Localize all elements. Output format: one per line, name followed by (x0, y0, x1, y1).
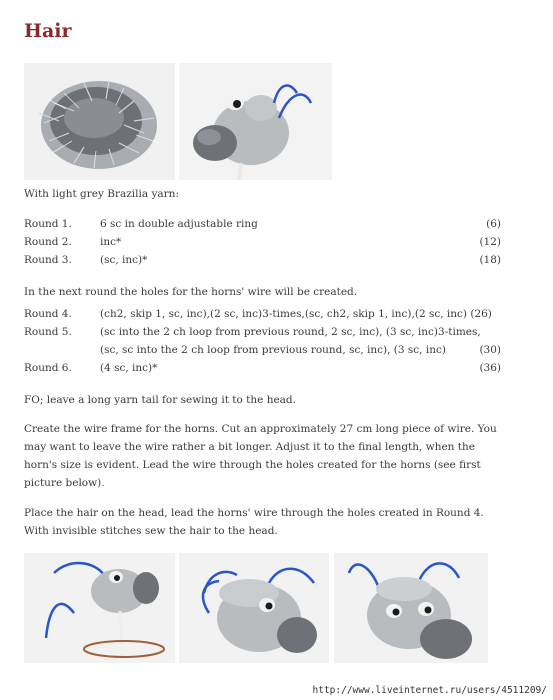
fluffy-hair-illustration (24, 63, 175, 180)
round5-stitch-count: (30) (479, 344, 501, 356)
round-label: Round 2. (24, 236, 72, 248)
place-hair-paragraph: Place the hair on the head, lead the horns' wire through the holes created in Round 4. With invisible stitches sew the hair to the head. (24, 507, 484, 537)
holes-note: In the next round the holes for the horns' wire will be created. (24, 286, 358, 298)
head-wire-top-illustration (179, 553, 329, 663)
round-stitch-count: (18) (479, 254, 501, 266)
head-side-illustration (179, 63, 332, 180)
head-wire-top-photo (179, 553, 329, 663)
round-label: Round 1. (24, 218, 72, 230)
round-instruction: 6 sc in double adjustable ring (100, 218, 258, 230)
round5-label: Round 5. (24, 326, 72, 338)
head-wire-bottom-photo (24, 553, 175, 663)
round-label: Round 3. (24, 254, 72, 266)
round6-instruction: (4 sc, inc)* (100, 362, 158, 374)
round5-instruction-line1: (sc into the 2 ch loop from previous round, 2 sc, inc), (3 sc, inc)3-times, (100, 326, 481, 338)
head-wire-bottom-illustration (24, 553, 175, 663)
head-with-hair-side-photo (179, 63, 332, 180)
round-stitch-count: (6) (486, 218, 501, 230)
fasten-off-note: FO; leave a long yarn tail for sewing it to the head. (24, 394, 296, 406)
wire-frame-paragraph: Create the wire frame for the horns. Cut an approximately 27 cm long piece of wire. You may want to leave the wire rather a bit longer. Adjust it to the final length, when the horn's size is evident. Lead the wire through the holes created for the horns (see first picture below). (24, 423, 497, 489)
round5-instruction-line2: (sc, sc into the 2 ch loop from previous round, sc, inc), (3 sc, inc) (100, 344, 446, 356)
round-instruction: inc* (100, 236, 122, 248)
round6-label: Round 6. (24, 362, 72, 374)
watermark-url: http://www.liveinternet.ru/users/4511209/ (312, 685, 547, 696)
round6-stitch-count: (36) (479, 362, 501, 374)
round-stitch-count: (12) (479, 236, 501, 248)
round-instruction: (sc, inc)* (100, 254, 148, 266)
fluffy-hair-piece-photo (24, 63, 175, 180)
round4-label: Round 4. (24, 308, 72, 320)
section-title: Hair (24, 20, 72, 42)
head-wire-front-photo (334, 553, 488, 663)
round4-instruction: (ch2, skip 1, sc, inc),(2 sc, inc)3-times,(sc, ch2, skip 1, inc),(2 sc, inc) (26) (100, 308, 492, 320)
yarn-intro: With light grey Brazilia yarn: (24, 188, 179, 200)
head-wire-front-illustration (334, 553, 488, 663)
